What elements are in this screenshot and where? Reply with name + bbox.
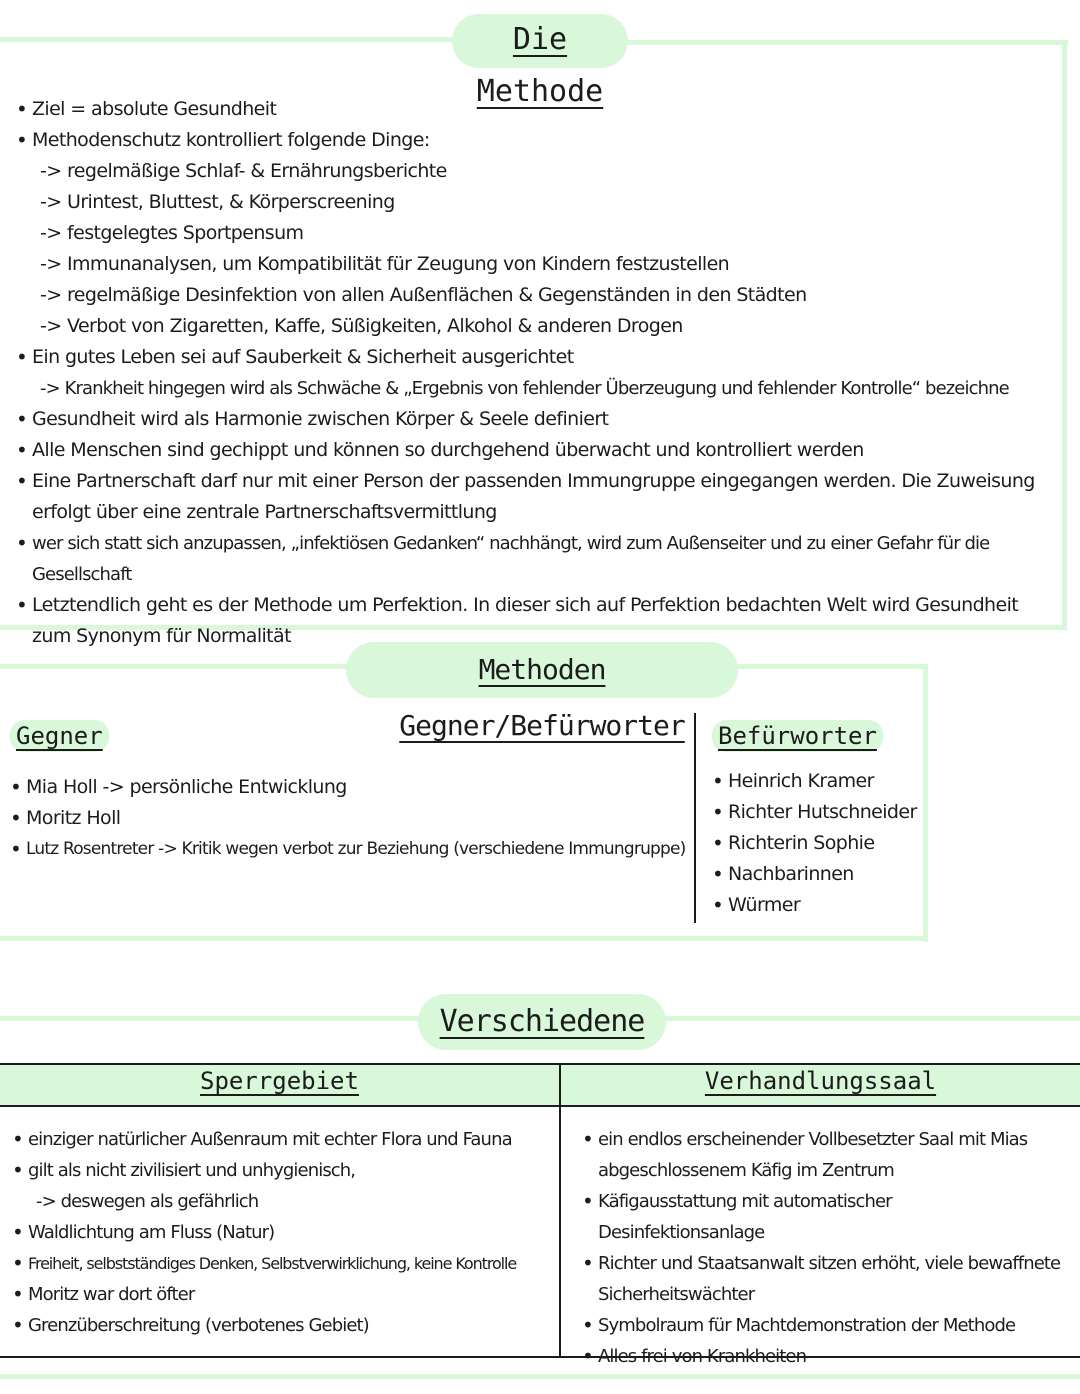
- verhandlungssaal-list: [582, 1124, 1062, 1372]
- list-item: • Gesundheit wird als Harmonie zwischen Körper & Seele definiert: [16, 404, 1056, 435]
- list-item: • Alles frei von Krankheiten: [582, 1341, 1062, 1372]
- list-item: • Lutz Rosentreter -> Kritik wegen verbot zur Beziehung (verschiedene Immungruppe): [10, 834, 690, 865]
- table-rule-header: [0, 1105, 1080, 1107]
- frame-line: [0, 664, 355, 669]
- list-item: • Nachbarinnen: [712, 859, 922, 890]
- frame-line: [660, 1016, 1080, 1021]
- list-item: • Heinrich Kramer: [712, 766, 922, 797]
- list-item: • Grenzüberschreitung (verbotenes Gebiet): [12, 1310, 557, 1341]
- list-item: • Moritz Holl: [10, 803, 690, 834]
- gegner-list: [10, 772, 690, 865]
- list-item: • ein endlos erscheinender Vollbesetzter Saal mit Mias abgeschlossenem Käfig im Zentrum: [582, 1124, 1062, 1186]
- methode-list: [16, 94, 1056, 652]
- list-item: -> regelmäßige Desinfektion von allen Außenflächen & Gegenständen in den Städten: [40, 284, 807, 306]
- frame-line: [0, 936, 928, 941]
- frame-line: [0, 37, 455, 42]
- frame-line: [923, 664, 928, 942]
- befuerworter-list: [712, 766, 922, 921]
- list-item: -> Verbot von Zigaretten, Kaffe, Süßigkeiten, Alkohol & anderen Drogen: [40, 315, 683, 337]
- list-item: • Methodenschutz kontrolliert folgende Dinge:: [16, 125, 1056, 156]
- column-divider: [694, 713, 696, 923]
- frame-line: [0, 1016, 424, 1021]
- list-item: • Richter Hutschneider: [712, 797, 922, 828]
- list-item: -> festgelegtes Sportpensum: [40, 222, 304, 244]
- sperrgebiet-heading: Sperrgebiet: [200, 1067, 359, 1095]
- list-item: -> regelmäßige Schlaf- & Ernährungsberichte: [40, 160, 447, 182]
- section-title-methode: Die Methode: [452, 14, 628, 68]
- table-column-divider: [559, 1063, 561, 1358]
- list-item: • einziger natürlicher Außenraum mit echter Flora und Fauna: [12, 1124, 557, 1155]
- list-item: • Richterin Sophie: [712, 828, 922, 859]
- list-item: • Waldlichtung am Fluss (Natur): [12, 1217, 557, 1248]
- frame-line: [1062, 40, 1067, 630]
- list-item: -> Urintest, Bluttest, & Körperscreening: [40, 191, 395, 213]
- befuerworter-heading: Befürworter: [712, 722, 883, 750]
- list-item: • Richter und Staatsanwalt sitzen erhöht, viele bewaffnete Sicherheitswächter: [582, 1248, 1062, 1310]
- list-item: -> Immunanalysen, um Kompatibilität für Zeugung von Kindern festzustellen: [40, 253, 730, 275]
- list-item: • Letztendlich geht es der Methode um Perfektion. In dieser sich auf Perfektion bedachten Welt wird Gesundheit zum Synonym für Normalität: [16, 590, 1056, 652]
- list-item: • Eine Partnerschaft darf nur mit einer Person der passenden Immungruppe eingegangen werden. Die Zuweisung erfolgt über eine zentrale Partnerschaftsvermittlung: [16, 466, 1056, 528]
- list-item: • Ein gutes Leben sei auf Sauberkeit & Sicherheit ausgerichtet: [16, 342, 1056, 373]
- list-item: -> Krankheit hingegen wird als Schwäche & „Ergebnis von fehlender Überzeugung und fehlender Kontrolle“ bezeichne: [40, 378, 1009, 399]
- list-item: • Käfigausstattung mit automatischer Desinfektionsanlage: [582, 1186, 1062, 1248]
- list-item: • wer sich statt sich anzupassen, „infektiösen Gedanken“ nachhängt, wird zum Außenseiter und zu einer Gefahr für die Gesellschaft: [16, 528, 1056, 590]
- table-rule-top: [0, 1063, 1080, 1065]
- verhandlungssaal-heading: Verhandlungssaal: [704, 1067, 937, 1095]
- list-item: • Ziel = absolute Gesundheit: [16, 94, 1056, 125]
- list-item: • Freiheit, selbstständiges Denken, Selbstverwirklichung, keine Kontrolle: [12, 1248, 557, 1279]
- frame-line: [624, 40, 1068, 45]
- list-item: • Moritz war dort öfter: [12, 1279, 557, 1310]
- frame-line: [732, 664, 928, 669]
- list-item: • Mia Holl -> persönliche Entwicklung: [10, 772, 690, 803]
- list-item: -> deswegen als gefährlich: [36, 1191, 259, 1212]
- list-item: • Alle Menschen sind gechippt und können so durchgehend überwacht und kontrolliert werden: [16, 435, 1056, 466]
- list-item: • Würmer: [712, 890, 922, 921]
- section-title-orte: Verschiedene: [418, 994, 666, 1050]
- list-item: • Symbolraum für Machtdemonstration der Methode: [582, 1310, 1062, 1341]
- section-title-gegner-befuerworter: Methoden Gegner/Befürworter: [346, 642, 738, 698]
- frame-line: [0, 1374, 1080, 1379]
- gegner-heading: Gegner: [10, 722, 109, 750]
- list-item: • gilt als nicht zivilisiert und unhygienisch,: [12, 1155, 557, 1186]
- sperrgebiet-list: [12, 1124, 557, 1341]
